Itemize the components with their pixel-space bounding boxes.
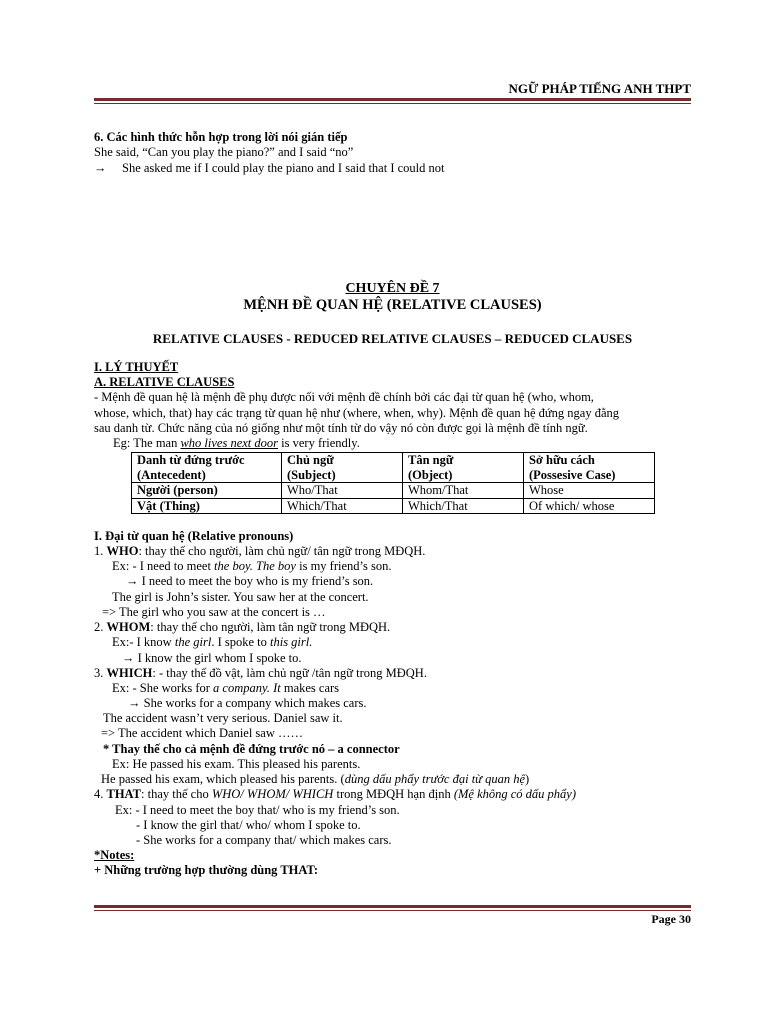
section-6-line1: She said, “Can you play the piano?” and I said “no” [94,145,354,159]
whom-line: 2. WHOM: thay thế cho người, làm tân ngữ trong MĐQH. [94,620,391,634]
who-line: 1. WHO: thay thế cho người, làm chủ ngữ/ tân ngữ trong MĐQH. [94,544,426,558]
that-line: 4. THAT: thay thế cho WHO/ WHOM/ WHICH trong MĐQH hạn định (Mệ không có dấu phẩy) [94,787,577,801]
connector-example-2: He passed his exam, which pleased his parents. (dùng dấu phẩy trước đại từ quan hệ) [101,772,530,786]
table-header-cell: Chủ ngữ (Subject) [282,453,403,483]
that-example-2: - I know the girl that/ who/ whom I spoke to. [136,818,361,832]
theory-para-line1: - Mệnh đề quan hệ là mệnh đề phụ được nối với mệnh đề chính bởi các đại từ quan hệ (who, whom, [94,390,594,404]
theory-para-line2: whose, which, that) hay các trạng từ quan hệ như (where, when, why). Mệnh đề quan hệ đứng ngay đằng [94,406,620,420]
whom-example-2: → I know the girl whom I spoke to. [122,651,302,665]
section-6-heading: 6. Các hình thức hỗn hợp trong lời nói gián tiếp [94,130,348,144]
which-example-3: The accident wasn’t very serious. Daniel saw it. [103,711,343,725]
table-row [132,483,655,499]
theory-para-line3: sau danh từ. Chức năng của nó giống như một tính từ do vậy nó còn được gọi là mệnh đề tính ngữ. [94,421,588,435]
table-cell: Người (person) [132,483,282,499]
table-cell: Which/That [282,498,403,514]
example-clause: who lives next door [180,436,279,450]
table-cell: Of which/ whose [524,498,655,514]
table-cell: Whom/That [403,483,524,499]
that-keyword: THAT [106,787,141,801]
chuyende-title: CHUYÊN ĐỀ 7 [345,281,440,296]
theory-heading: I. LÝ THUYẾT [94,360,179,374]
that-example-3: - She works for a company that/ which makes cars. [136,833,392,847]
whom-example-1: Ex:- I know the girl. I spoke to this girl. [112,635,313,649]
section-6-line2: She asked me if I could play the piano and I said that I could not [122,161,445,175]
chuyende-topic: RELATIVE CLAUSES - REDUCED RELATIVE CLAUSES – REDUCED CLAUSES [152,331,633,346]
notes-heading: *Notes: [94,848,135,862]
table-header-row [132,453,655,483]
who-example-1: Ex: - I need to meet the boy. The boy is my friend’s son. [112,559,392,573]
which-example-2: → She works for a company which makes cars. [128,696,367,710]
connector-note: * Thay thế cho cả mệnh đề đứng trước nó – a connector [103,742,400,756]
which-example-1: Ex: - She works for a company. It makes cars [112,681,340,695]
table-cell: Who/That [282,483,403,499]
who-example-2: → I need to meet the boy who is my friend’s son. [126,574,374,588]
arrow-icon: → [94,161,107,175]
example-suffix: is very friendly. [278,436,360,450]
table-header-cell: Danh từ đứng trước (Antecedent) [132,453,282,483]
whom-keyword: WHOM [106,620,151,634]
table-header-cell: Tân ngữ (Object) [403,453,524,483]
footer-rule [94,905,691,911]
theory-example [113,436,360,451]
header-title: NGỮ PHÁP TIẾNG ANH THPT [508,81,691,96]
that-example-1: Ex: - I need to meet the boy that/ who is my friend’s son. [115,803,400,817]
page-number: Page 30 [651,912,691,926]
which-example-4: => The accident which Daniel saw …… [101,726,304,740]
who-example-4: => The girl who you saw at the concert is … [102,605,326,619]
table-cell: Which/That [403,498,524,514]
header-rule [94,98,691,104]
chuyende-subtitle: MỆNH ĐỀ QUAN HỆ (RELATIVE CLAUSES) [243,297,542,313]
table-header-cell: Sở hữu cách (Possesive Case) [524,453,655,483]
table-cell: Vật (Thing) [132,498,282,514]
which-keyword: WHICH [106,666,153,680]
theory-subheading: A. RELATIVE CLAUSES [94,375,235,389]
table-cell: Whose [524,483,655,499]
example-prefix: Eg: The man [113,436,181,450]
who-example-3: The girl is John’s sister. You saw her at the concert. [112,590,369,604]
who-keyword: WHO [106,544,139,558]
notes-line: + Những trường hợp thường dùng THAT: [94,863,319,877]
relative-pronoun-table [131,452,655,514]
pronouns-heading: I. Đại từ quan hệ (Relative pronouns) [94,529,294,543]
connector-example-1: Ex: He passed his exam. This pleased his parents. [112,757,361,771]
which-line: 3. WHICH: - thay thế đồ vật, làm chủ ngữ /tân ngữ trong MĐQH. [94,666,427,680]
table-row [132,498,655,514]
